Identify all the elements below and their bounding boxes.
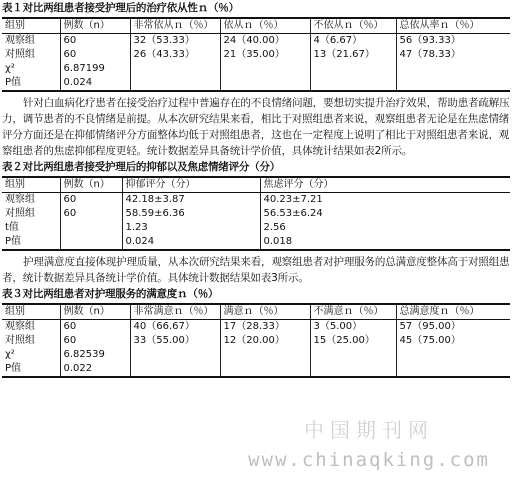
table-cell: 13（21.67）	[310, 48, 396, 62]
table-cell: 观察组	[5, 194, 35, 205]
table-cell	[60, 221, 122, 235]
table-row	[2, 76, 510, 91]
p-value-label: P值	[2, 76, 60, 91]
watermark-url: www.chinaqking.com	[248, 449, 490, 471]
table3-header-row	[2, 304, 510, 320]
table-cell: 60	[60, 48, 130, 62]
empty-cell	[310, 348, 396, 362]
table-cell: 3（5.00）	[310, 320, 396, 335]
table2-header-cell: 抑郁评分（分）	[122, 177, 260, 193]
table1-caption: 表１对比两组患者接受护理后的治疗依从性ｎ（％）	[2, 2, 239, 14]
table-cell: 对照组	[5, 335, 35, 346]
empty-cell	[310, 76, 396, 91]
empty-cell	[396, 362, 510, 377]
table3-caption: 表３对比两组患者对护理服务的满意度ｎ（％）	[2, 288, 219, 300]
table-cell: 60	[60, 207, 122, 221]
table-cell: 60	[60, 320, 130, 335]
p-value: 0.022	[60, 362, 130, 377]
table-row	[2, 348, 510, 362]
table2-header-cell: 焦虑评分（分）	[260, 177, 510, 193]
empty-cell	[220, 62, 310, 76]
empty-cell	[396, 76, 510, 91]
table-row	[2, 362, 510, 377]
table-row	[2, 334, 510, 348]
table3-header-cell: 例数（n）	[60, 304, 130, 320]
table-cell: 4（6.67）	[310, 34, 396, 49]
table-cell: 56.53±6.24	[260, 207, 510, 221]
table1-header-cell: 总依从率ｎ（％）	[396, 18, 510, 34]
empty-cell	[220, 76, 310, 91]
table-cell: 45（75.00）	[396, 334, 510, 348]
table2-caption: 表２对比两组患者接受护理后的抑郁以及焦虑情绪评分（分）	[2, 161, 281, 173]
table-cell: 56（93.33）	[396, 34, 510, 49]
table-cell: 17（28.33）	[220, 320, 310, 335]
table-cell: 对照组	[5, 49, 35, 60]
table3-header-cell: 总满意度ｎ（％）	[396, 304, 510, 320]
table-cell: 47（78.33）	[396, 48, 510, 62]
table-cell: 15（25.00）	[310, 334, 396, 348]
table-cell: 24（40.00）	[220, 34, 310, 49]
empty-cell	[310, 62, 396, 76]
table2-header-cell: 组别	[2, 177, 60, 193]
table-cell: 42.18±3.87	[122, 193, 260, 208]
p-value-label: P值	[2, 362, 60, 377]
chi-square-value: 6.82539	[60, 348, 130, 362]
table-cell: 对照组	[5, 208, 35, 219]
table-row	[2, 221, 510, 235]
watermark-cn: 中国期刊网	[304, 418, 434, 442]
table-cell: 2.56	[260, 221, 510, 235]
table-cell: 观察组	[5, 35, 35, 46]
table-cell: 40.23±7.21	[260, 193, 510, 208]
table-cell: 33（55.00）	[130, 334, 220, 348]
table-row	[2, 62, 510, 76]
empty-cell	[396, 62, 510, 76]
table3-header-cell: 组别	[2, 304, 60, 320]
table1-header-cell: 依从ｎ（％）	[220, 18, 310, 34]
p-value: 0.024	[60, 76, 130, 91]
table-cell: 0.024	[122, 235, 260, 250]
table1-header-cell: 非常依从ｎ（％）	[130, 18, 220, 34]
table-row	[2, 320, 510, 335]
table-row	[2, 207, 510, 221]
table-cell: 12（20.00）	[220, 334, 310, 348]
chi-square-label: χ²	[5, 63, 15, 74]
table-cell: 观察组	[5, 321, 35, 332]
body-paragraph-1: 针对白血病化疗患者在接受治疗过程中普遍存在的不良情绪问题，要想切实提升治疗效果，帮助患者疏解压力，调节患者的不良情绪是前提。从本次研究结果来看，相比于对照组患者来说，观察组患者无论是在焦虑情绪评分方面还是在抑郁情绪评分方面整体均低于对照组患者，这也在一定程度上说明了相比于对照组患者来说，观察组患者的焦虑抑郁程度更轻。统计数据差异具备统计学价值，具体统计结果如表2所示。	[2, 97, 510, 157]
table-cell: t值	[5, 222, 19, 233]
table-row	[2, 235, 510, 250]
table3-header-cell: 满意ｎ（％）	[220, 304, 310, 320]
table3	[2, 303, 510, 378]
empty-cell	[130, 348, 220, 362]
empty-cell	[130, 362, 220, 377]
table-cell: 58.59±6.36	[122, 207, 260, 221]
empty-cell	[130, 76, 220, 91]
table-cell: 60	[60, 34, 130, 49]
table3-header-cell: 非常满意ｎ（％）	[130, 304, 220, 320]
table-cell: 60	[60, 193, 122, 208]
table1-header-cell: 例数（n）	[60, 18, 130, 34]
empty-cell	[220, 362, 310, 377]
chi-square-label: χ²	[5, 349, 15, 360]
body-paragraph-2: 护理满意度直接体现护理质量，从本次研究结果来看，观察组患者对护理服务的总满意度整体高于对照组患者，统计数据差异具备统计学价值。具体统计数据结果如表3所示。	[2, 256, 510, 284]
table1-header-row	[2, 18, 510, 34]
table2-header-cell: 例数（n）	[60, 177, 122, 193]
table-cell: 21（35.00）	[220, 48, 310, 62]
table-row	[2, 193, 510, 208]
empty-cell	[396, 348, 510, 362]
document-page	[2, 0, 510, 378]
table-cell: P值	[2, 235, 60, 250]
table1	[2, 17, 510, 92]
table2-header-row	[2, 177, 510, 193]
table-cell: 57（95.00）	[396, 320, 510, 335]
empty-cell	[310, 362, 396, 377]
empty-cell	[220, 348, 310, 362]
table-row	[2, 34, 510, 49]
table-cell: 0.018	[260, 235, 510, 250]
table-row	[2, 48, 510, 62]
table-cell: 26（43.33）	[130, 48, 220, 62]
table-cell: 1.23	[122, 221, 260, 235]
table-cell: 32（53.33）	[130, 34, 220, 49]
table-cell: 60	[60, 334, 130, 348]
empty-cell	[130, 62, 220, 76]
table1-header-cell: 不依从ｎ（％）	[310, 18, 396, 34]
table1-header-cell: 组别	[2, 18, 60, 34]
table2	[2, 176, 510, 251]
table3-header-cell: 不满意ｎ（％）	[310, 304, 396, 320]
table-cell: 40（66.67）	[130, 320, 220, 335]
chi-square-value: 6.87199	[60, 62, 130, 76]
table-cell	[60, 235, 122, 250]
